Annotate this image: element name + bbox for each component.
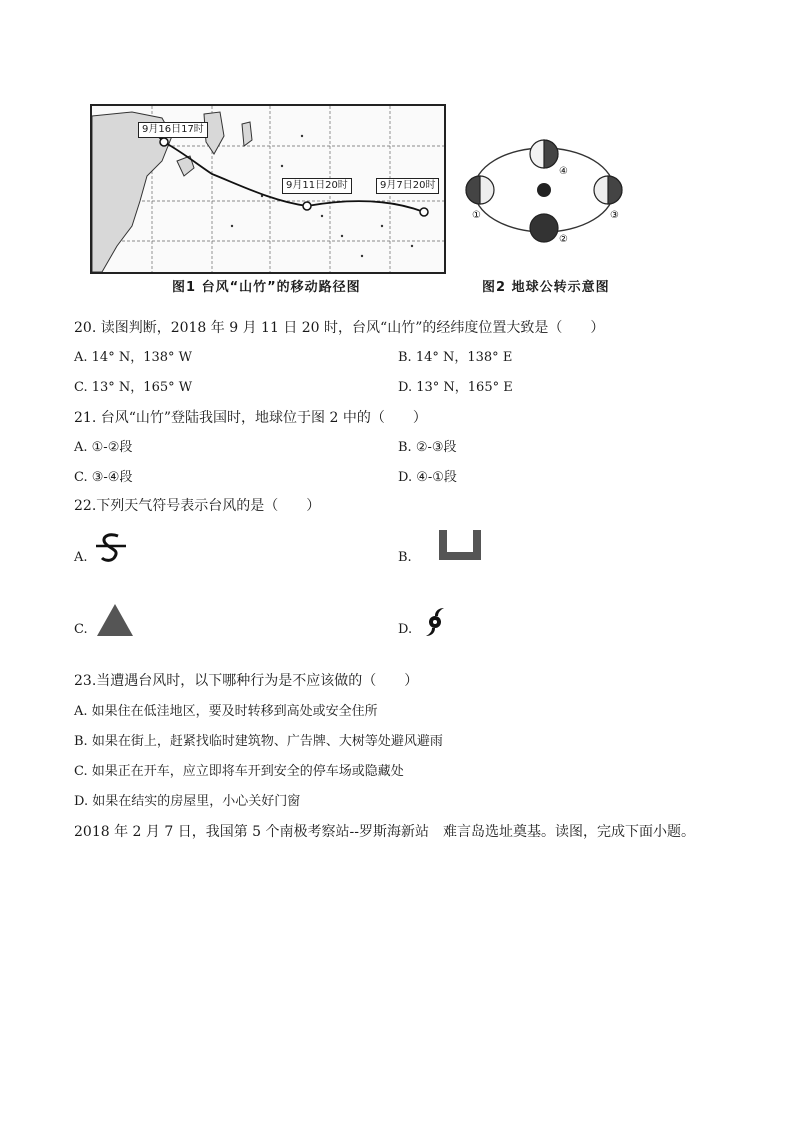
marker-4: ④ <box>559 166 568 177</box>
figure2-caption: 图2 地球公转示意图 <box>482 280 610 295</box>
q21-stem: 21. 台风“山竹”登陆我国时，地球位于图 2 中的（ ） <box>74 410 427 426</box>
q22-option-c[interactable]: C. <box>74 622 88 637</box>
marker-2: ② <box>559 234 568 244</box>
q20-option-c[interactable]: C. 13° N，165° W <box>74 380 193 395</box>
figure-area <box>90 104 630 300</box>
next-section-intro: 2018 年 2 月 7 日，我国第 5 个南极考察站--罗斯海新站 难言岛选址奠基。读图，完成下面小题。 <box>74 824 695 840</box>
q23-option-d[interactable]: D. 如果在结实的房屋里，小心关好门窗 <box>74 794 301 809</box>
map-label-sep7: 9月7日20时 <box>376 178 439 194</box>
typhoon-path-line <box>150 130 424 212</box>
weather-symbol-a-icon <box>94 530 130 566</box>
q21-option-b[interactable]: B. ②-③段 <box>398 440 457 455</box>
path-point-start <box>420 208 428 216</box>
path-point-mid <box>303 202 311 210</box>
q21-option-a[interactable]: A. ①-②段 <box>74 440 133 455</box>
q21-option-d[interactable]: D. ④-①段 <box>398 470 457 485</box>
q23-stem: 23.当遭遇台风时，以下哪种行为是不应该做的（ ） <box>74 673 419 689</box>
path-point-end <box>160 138 168 146</box>
sun-icon <box>537 183 551 197</box>
q23-option-a[interactable]: A. 如果住在低洼地区，要及时转移到高处或安全住所 <box>74 704 378 719</box>
q23-option-b[interactable]: B. 如果在街上，赶紧找临时建筑物、广告牌、大树等处避风避雨 <box>74 734 443 749</box>
q21-option-c[interactable]: C. ③-④段 <box>74 470 133 485</box>
q22-option-b[interactable]: B. <box>398 550 412 565</box>
q20-stem: 20. 读图判断，2018 年 9 月 11 日 20 时，台风“山竹”的经纬度位置大致是（ ） <box>74 320 605 336</box>
q20-option-d[interactable]: D. 13° N，165° E <box>398 380 513 395</box>
q20-option-a[interactable]: A. 14° N，138° W <box>74 350 193 365</box>
q23-option-c[interactable]: C. 如果正在开车，应立即将车开到安全的停车场或隐藏处 <box>74 764 404 779</box>
marker-1: ① <box>472 210 481 221</box>
q20-option-b[interactable]: B. 14° N，138° E <box>398 350 513 365</box>
earth-orbit-diagram <box>458 134 628 244</box>
marker-3: ③ <box>610 210 619 221</box>
weather-symbol-c-icon <box>95 602 135 638</box>
typhoon-symbol-icon <box>422 606 448 638</box>
map-label-sep16: 9月16日17时 <box>138 122 208 138</box>
q22-option-d[interactable]: D. <box>398 622 413 637</box>
q22-option-a[interactable]: A. <box>74 550 88 565</box>
q22-stem: 22.下列天气符号表示台风的是（ ） <box>74 498 321 514</box>
map-label-sep11: 9月11日20时 <box>282 178 352 194</box>
weather-symbol-b-icon <box>437 528 483 562</box>
figure1-caption: 图1 台风“山竹”的移动路径图 <box>172 280 361 295</box>
